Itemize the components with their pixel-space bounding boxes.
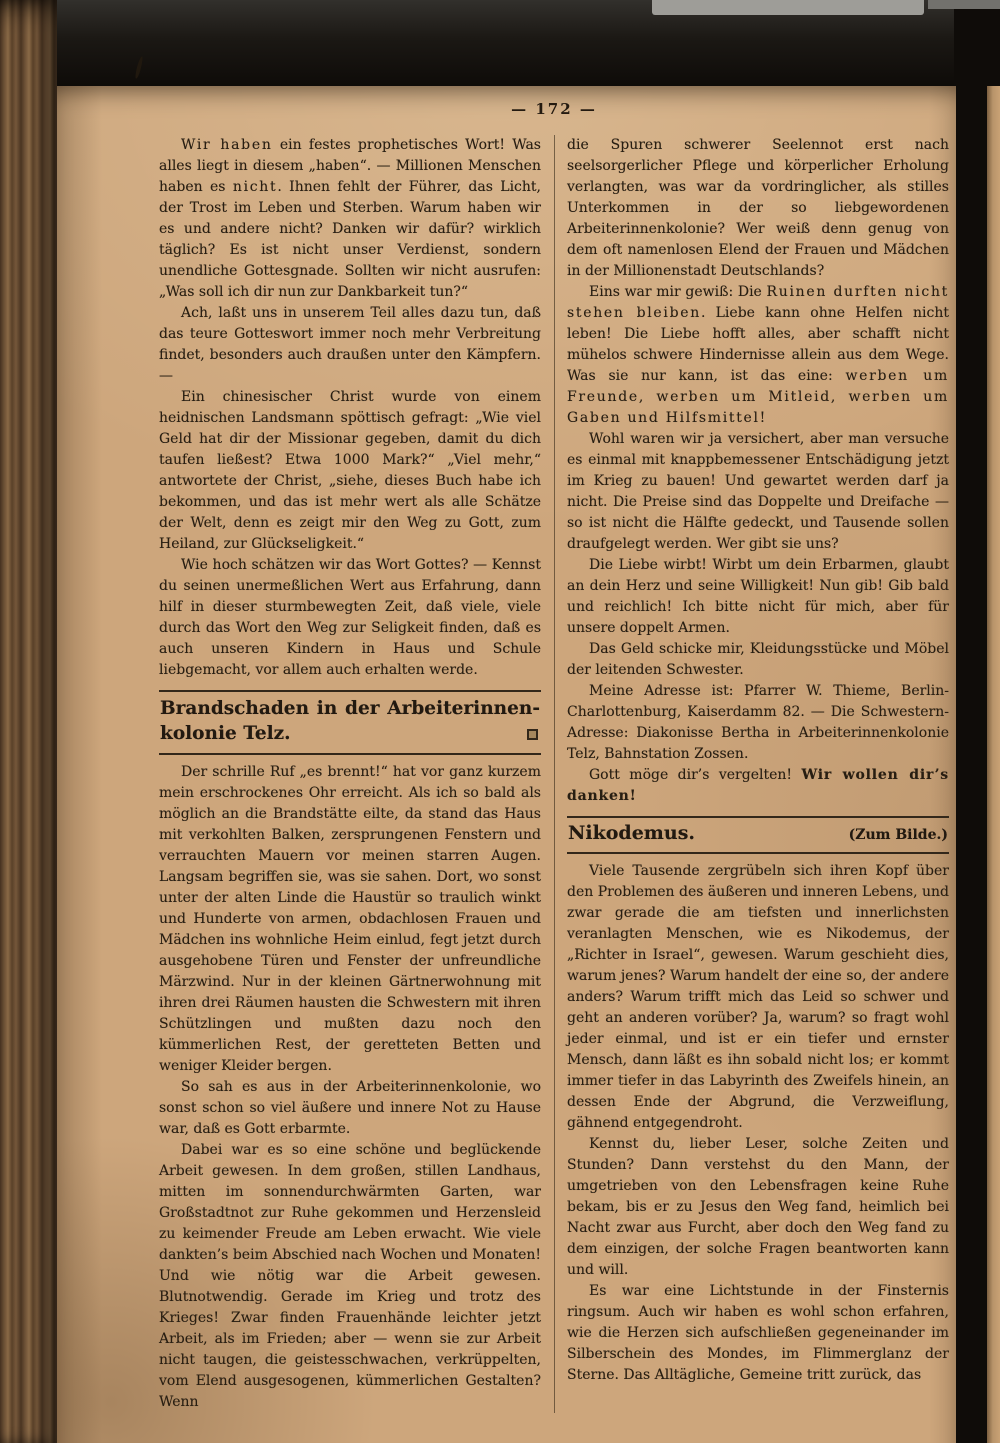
two-column-text	[159, 135, 949, 1413]
paragraph: Dabei war es so eine schöne und beglückende Arbeit gewesen. In dem großen, stillen Landhaus, mitten im sonnendurchwärmten Garten, war Großstadtnot zur Ruhe gekommen und Herzensleid zu keimender Freude am Leben erwacht. Wie viele dankten’s beim Abschied nach Wochen und Monaten! Und wie nötig war die Arbeit gewesen. Blutnotwendig. Gerade im Krieg und trotz des Krieges! Zwar finden Frauenhände leichter jetzt Arbeit, als im Frieden; aber — wenn sie zur Arbeit nicht taugen, die geistesschwachen, verkrüppelten, vom Elend ausgesogenen, kümmerlichen Gestalten? Wenn	[159, 1142, 541, 1410]
paragraph: Das Geld schicke mir, Kleidungsstücke und Möbel der leitenden Schwester.	[567, 641, 949, 678]
page-content	[159, 100, 949, 1413]
section-heading-nikodemus	[567, 816, 949, 854]
paragraph: Es war eine Lichtstunde in der Finsternis ringsum. Auch wir haben es wohl schon erfahren, wie die Herzen sich aufschließen gegeneinander im Silberschein des Mondes, im Flimmerglanz der Sterne. Das Alltägliche, Gemeine tritt zurück, das	[567, 1283, 949, 1383]
paragraph: Wohl waren wir ja versichert, aber man versuche es einmal mit knappbemessener Entschädigung jetzt im Krieg zu bauen! Und gewartet werden darf ja nicht. Die Preise sind das Doppelte und Dreifache — so ist nicht die Hälfte gedeckt, und Tausende sollen draufgelegt werden. Wer gibt sie uns?	[567, 431, 949, 552]
paragraph: Gott möge dir’s vergelten! Wir wollen dir’s danken!	[567, 767, 949, 804]
paragraph: Kennst du, lieber Leser, solche Zeiten und Stunden? Dann verstehst du den Mann, der umgetrieben von den Lebensfragen keine Ruhe bekam, bis er zu Jesus den Weg fand, heimlich bei Nacht zwar aus Furcht, aber doch den Weg fand zu dem einzigen, der solche Fragen beantworten kann und will.	[567, 1136, 949, 1278]
paragraph: Wir haben ein festes prophetisches Wort! Was alles liegt in diesem „haben“. — Millionen Menschen haben es nicht. Ihnen fehlt der Führer, das Licht, der Trost im Leben und Sterben. Warum haben wir es und andere nicht? Danken wir dafür? wirklich täglich? Es ist nicht unser Verdienst, sondern unendliche Gottesgnade. Sollten wir nicht ausrufen: „Was soll ich dir nun zur Dankbarkeit tun?“	[159, 137, 541, 300]
paragraph: Wie hoch schätzen wir das Wort Gottes? — Kennst du seinen unermeßlichen Wert aus Erfahrung, dann hilf in dieser sturmbewegten Zeit, daß viele, viele durch das Wort den Weg zur Seligkeit finden, daß es auch unseren Kindern in Haus und Schule liebgemacht, vor allem auch erhalten werde.	[159, 557, 541, 678]
adjacent-page-edge	[987, 86, 1000, 1443]
paragraph: Der schrille Ruf „es brennt!“ hat vor ganz kurzem mein erschrockenes Ohr erreicht. Als ich so bald als möglich an die Brandstätte eilte, da stand das Haus mit verkohlten Balken, zersprungenen Fenstern und verrauchten Mauern vor meinen starren Augen. Langsam begriffen sie, was sie sahen. Dort, wo sonst unter der alten Linde die Haustür so traulich winkt und Hunderte von armen, obdachlosen Frauen und Mädchen ins wohnliche Heim einlud, fegt jetzt durch ausgehobene Türen und Fenster der unfreundliche Märzwind. Nur in der kleinen Gärtnerwohnung mit ihren drei Räumen hausten die Schwestern mit ihren Schützlingen und mußten dazu noch den kümmerlichen Rest, der geretteten Betten und weniger Kleider bergen.	[159, 764, 541, 1074]
paragraph: Ach, laßt uns in unserem Teil alles dazu tun, daß das teure Gotteswort immer noch mehr Verbreitung findet, besonders auch draußen unter den Kämpfern. —	[159, 305, 541, 384]
page-stack-edge	[652, 0, 924, 15]
paragraph: So sah es aus in der Arbeiterinnenkolonie, wo sonst schon so viel äußere und innere Not zu Hause war, daß es Gott erbarmte.	[159, 1079, 541, 1137]
section-heading-line: Brandschaden in der Arbeiterinnen-	[160, 698, 540, 719]
section-heading-line	[160, 721, 540, 746]
paragraph: Ein chinesischer Christ wurde von einem heidnischen Landsmann spöttisch gefragt: „Wie viel Geld hat dir der Missionar gegeben, damit du dich taufen ließest? Etwa 1000 Mark?“ „Viel mehr,“ antwortete der Christ, „siehe, dieses Buch habe ich bekommen, und das ist mehr wert als alle Schätze der Welt, denn es zeigt mir den Weg zu Gott, zum Heiland, zur Glückseligkeit.“	[159, 389, 541, 552]
section-heading-text: Nikodemus.	[568, 822, 696, 844]
document-page	[57, 86, 956, 1443]
left-column	[159, 135, 554, 1413]
small-square-icon	[527, 729, 538, 740]
book-binding-edge	[0, 0, 57, 1443]
paragraph: Eins war mir gewiß: Die Ruinen durften nicht stehen bleiben. Liebe kann ohne Helfen nicht leben! Die Liebe hofft alles, aber schafft nicht mühelos schwere Hindernisse allein aus dem Wege. Was sie nur kann, ist das eine: werben um Freunde, werben um Mitleid, werben um Gaben und Hilfsmittel!	[567, 284, 949, 426]
right-column	[554, 135, 949, 1413]
page-stack-edge	[928, 0, 1000, 9]
paragraph: Die Liebe wirbt! Wirbt um dein Erbarmen, glaubt an dein Herz und seine Willigkeit! Nun gib! Gib bald und reichlich! Ich bitte nicht für mich, aber für unsere doppelt Armen.	[567, 557, 949, 636]
section-heading-brandschaden	[159, 690, 541, 755]
section-heading-note: (Zum Bilde.)	[848, 827, 948, 843]
section-heading-text: kolonie Telz.	[160, 723, 291, 744]
page-number: — 172 —	[511, 100, 597, 118]
paragraph: Meine Adresse ist: Pfarrer W. Thieme, Berlin-Charlottenburg, Kaiserdamm 82. — Die Schwestern-Adresse: Diakonisse Bertha in Arbeiterinnenkolonie Telz, Bahnstation Zossen.	[567, 683, 949, 762]
paragraph: die Spuren schwerer Seelennot erst nach seelsorgerlicher Pflege und körperlicher Erholung verlangten, was war da vordringlicher, als stilles Unterkommen in der so liebgewordenen Arbeiterinnenkolonie? Wer weiß denn genug von dem oft namenlosen Elend der Frauen und Mädchen in der Millionenstadt Deutschlands?	[567, 137, 949, 279]
paragraph: Viele Tausende zergrübeln sich ihren Kopf über den Problemen des äußeren und inneren Lebens, und zwar gerade die am tiefsten und innerlichsten veranlagten Menschen, wie es Nikodemus, der „Richter in Israel“, gewesen. Warum geschieht dies, warum jenes? Warum handelt der eine so, der andere anders? Warum trifft mich das Leid so schwer und geht an anderen vorüber? Ja, warum? so fragt wohl jeder einmal, und ist er ein tiefer und ernster Mensch, dann läßt es ihn sobald nicht los; er kommt immer tiefer in das Labyrinth des Zweifels hinein, an dessen Ende der Abgrund, die Verzweiflung, gähnend entgegendroht.	[567, 863, 949, 1131]
